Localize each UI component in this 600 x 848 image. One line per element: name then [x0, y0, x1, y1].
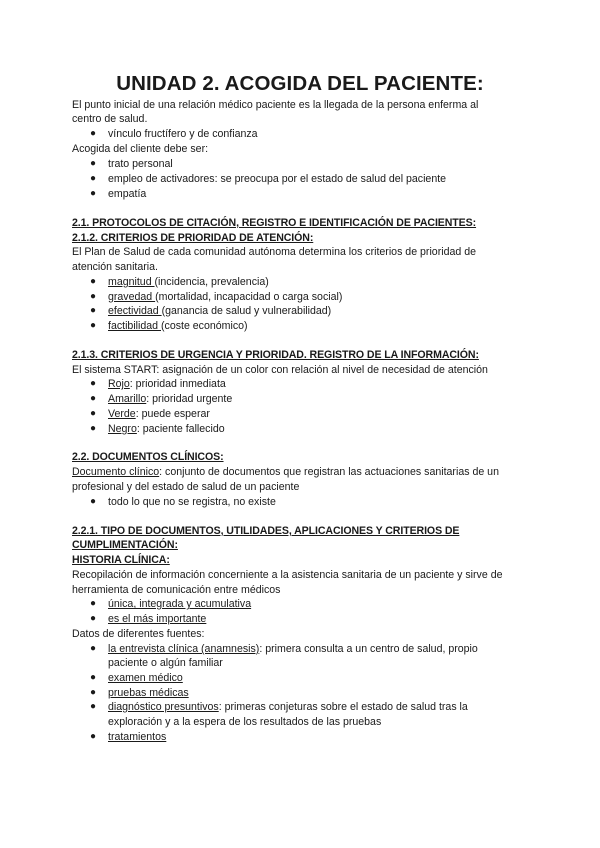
criteria-desc: (coste económico): [161, 320, 248, 332]
acogida-label: Acogida del cliente debe ser:: [72, 143, 209, 155]
bullet: ●: [90, 701, 97, 712]
bullet: ●: [90, 731, 97, 742]
intro-bullet: vínculo fructífero y de confianza: [108, 128, 258, 140]
criteria-term: gravedad: [108, 291, 156, 303]
datos-label: Datos de diferentes fuentes:: [72, 628, 205, 640]
bullet: ●: [90, 613, 97, 624]
criteria-desc: (incidencia, prevalencia): [154, 276, 269, 288]
triage-desc: : prioridad inmediata: [129, 378, 226, 390]
bullet: ●: [90, 598, 97, 609]
bullet: ●: [90, 687, 97, 698]
intro-line-2: centro de salud.: [72, 113, 148, 125]
bullet: ●: [90, 291, 97, 302]
paragraph-line: El Plan de Salud de cada comunidad autónoma determina los criterios de prioridad de: [72, 246, 476, 258]
paragraph-line: profesional y del estado de salud de un paciente: [72, 481, 300, 493]
bullet-text: todo lo que no se registra, no existe: [108, 496, 276, 508]
source-item: [108, 642, 478, 656]
criteria-item: [108, 290, 342, 304]
acogida-item: empleo de activadores: se preocupa por el estado de salud del paciente: [108, 173, 447, 185]
historia-clinica-heading: HISTORIA CLÍNICA:: [72, 554, 170, 566]
bullet: ●: [90, 672, 97, 683]
subsection-heading-2-1-2: 2.1.2. CRITERIOS DE PRIORIDAD DE ATENCIÓN:: [72, 232, 314, 244]
source-term: la entrevista clínica (anamnesis): [108, 643, 260, 655]
subsection-heading-2-2-1: 2.2.1. TIPO DE DOCUMENTOS, UTILIDADES, APLICACIONES Y CRITERIOS DE: [72, 525, 460, 537]
source-item-cont: paciente o algún familiar: [108, 657, 223, 669]
subsection-heading-2-2-1-cont: CUMPLIMENTACIÓN:: [72, 539, 178, 551]
term: Documento clínico: [72, 466, 160, 478]
paragraph-line: Recopilación de información concerniente a la asistencia sanitaria de un paciente y sirve de: [72, 569, 503, 581]
triage-desc: : puede esperar: [135, 408, 210, 420]
triage-item: [108, 377, 226, 391]
subsection-heading-2-1-3: 2.1.3. CRITERIOS DE URGENCIA Y PRIORIDAD. REGISTRO DE LA INFORMACIÓN:: [72, 349, 479, 361]
paragraph-line: herramienta de comunicación entre médicos: [72, 584, 281, 596]
bullet: ●: [90, 128, 97, 139]
criteria-desc: (mortalidad, incapacidad o carga social): [155, 291, 343, 303]
intro-line-1: El punto inicial de una relación médico paciente es la llegada de la persona enferma al: [72, 99, 479, 111]
source-item: examen médico: [108, 672, 183, 684]
bullet: ●: [90, 378, 97, 389]
bullet: ●: [90, 423, 97, 434]
bullet: ●: [90, 393, 97, 404]
triage-item: [108, 422, 225, 436]
acogida-item: empatía: [108, 188, 147, 200]
section-heading-2-1: 2.1. PROTOCOLOS DE CITACIÓN, REGISTRO E IDENTIFICACIÓN DE PACIENTES:: [72, 217, 477, 229]
criteria-item: [108, 319, 248, 333]
bullet: ●: [90, 188, 97, 199]
criteria-desc: (ganancia de salud y vulnerabilidad): [161, 305, 332, 317]
page-title: UNIDAD 2. ACOGIDA DEL PACIENTE:: [116, 72, 484, 95]
source-item: tratamientos: [108, 731, 167, 743]
triage-desc: : paciente fallecido: [136, 423, 225, 435]
criteria-item: [108, 304, 331, 318]
bullet: ●: [90, 173, 97, 184]
source-desc: : primera consulta a un centro de salud, propio: [259, 643, 478, 655]
triage-color: Rojo: [108, 378, 130, 390]
hc-property: única, integrada y acumulativa: [108, 598, 252, 610]
triage-desc: : prioridad urgente: [146, 393, 233, 405]
hc-property: es el más importante: [108, 613, 207, 625]
paragraph-text: : conjunto de documentos que registran las actuaciones sanitarias de un: [159, 466, 499, 478]
source-item: pruebas médicas: [108, 687, 189, 699]
paragraph-line: [72, 465, 499, 479]
bullet: ●: [90, 408, 97, 419]
bullet: ●: [90, 158, 97, 169]
triage-color: Amarillo: [108, 393, 147, 405]
triage-item: [108, 392, 232, 406]
source-desc: : primeras conjeturas sobre el estado de salud tras la: [218, 701, 468, 713]
source-item-cont: exploración y a la espera de los resultados de las pruebas: [108, 716, 382, 728]
triage-color: Negro: [108, 423, 137, 435]
triage-item: [108, 407, 210, 421]
source-term: diagnóstico presuntivos: [108, 701, 219, 713]
section-heading-2-2: 2.2. DOCUMENTOS CLÍNICOS:: [72, 451, 224, 463]
criteria-term: magnitud: [108, 276, 155, 288]
source-item: [108, 700, 468, 714]
paragraph-line: El sistema START: asignación de un color con relación al nivel de necesidad de atención: [72, 364, 488, 376]
bullet: ●: [90, 496, 97, 507]
bullet: ●: [90, 276, 97, 287]
criteria-term: factibilidad: [108, 320, 161, 332]
bullet: ●: [90, 643, 97, 654]
triage-color: Verde: [108, 408, 136, 420]
paragraph-line: atención sanitaria.: [72, 261, 158, 273]
criteria-item: [108, 275, 269, 289]
bullet: ●: [90, 320, 97, 331]
bullet: ●: [90, 305, 97, 316]
criteria-term: efectividad: [108, 305, 162, 317]
acogida-item: trato personal: [108, 158, 173, 170]
